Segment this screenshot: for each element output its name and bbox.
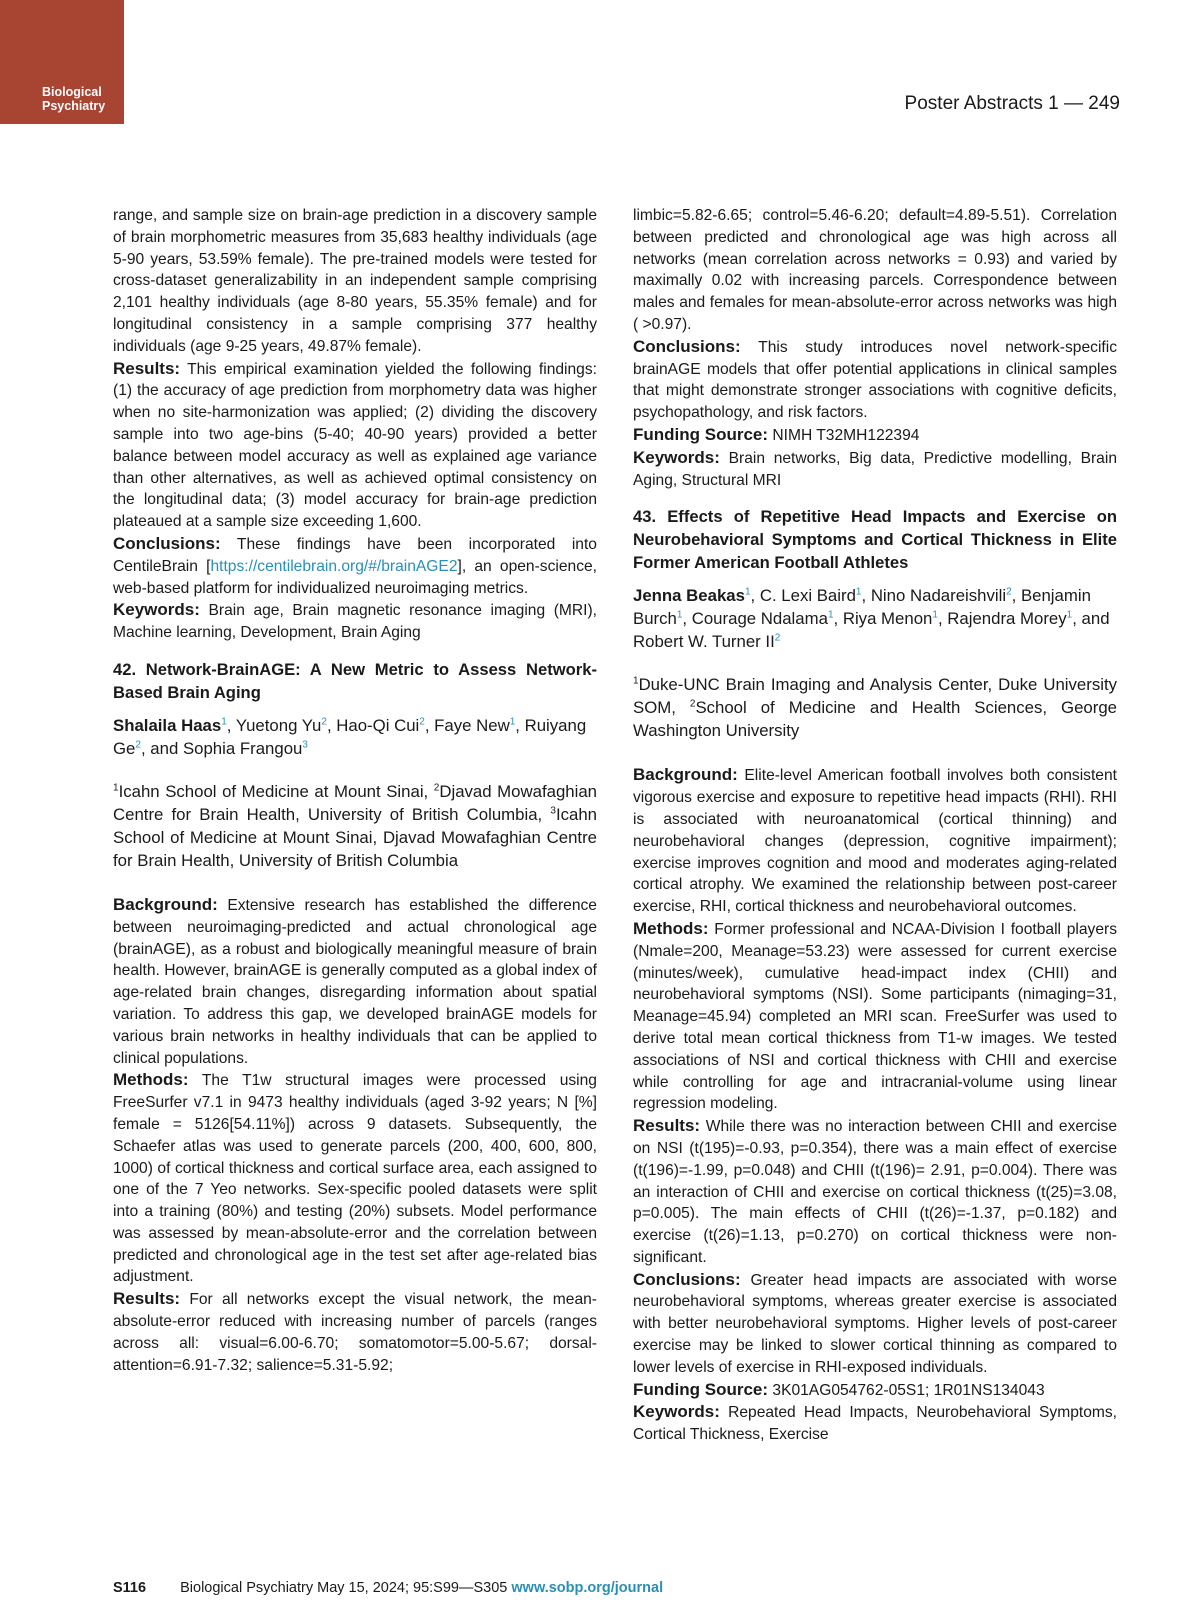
abstract-43-funding: Funding Source: 3K01AG054762-05S1; 1R01NS134043: [633, 1379, 1045, 1399]
journal-badge-line2: Psychiatry: [42, 99, 106, 113]
keywords-label: Keywords:: [113, 600, 200, 620]
abstract-43-conclusions: Conclusions: Greater head impacts are associated with worse neurobehavioral symptoms, whereas greater exercise is associated with better neurobehavioral symptoms. Higher levels of post-career exercise may be linked to slower cortical thinning as compared to lower levels of exercise in RHI-exposed individuals.: [633, 1269, 1117, 1376]
abstract-43-results: Results: While there was no interaction between CHII and exercise on NSI (t(195)=-0.93, p=0.354), there was a main effect of exercise (t(196)=-1.99, p=0.048) and CHII (t(196)= 2.91, p=0.004). There was an interaction of CHII and exercise on cortical thickness (t(25)=3.08, p=0.005). The main effects of CHII (t(26)=-1.37, p=0.182) and exercise (t(26)=1.13, p=0.270) on cortical thickness were non-significant.: [633, 1116, 1117, 1266]
conclusions-paragraph: Conclusions: These findings have been incorporated into CentileBrain [https://centilebrain.org/#/brainAGE2], an open-science, web-based platform for individualized neuroimaging metrics.: [113, 533, 597, 597]
continued-abstract-text: range, and sample size on brain-age prediction in a discovery sample of brain morphometric measures from 35,683 healthy individuals (age 5-90 years, 53.59% female). The pre-trained models were tested for cross-dataset generalizability in an independent sample comprising 2,101 healthy individuals (age 8-80 years, 55.35% female) and for longitudinal consistency in a sample comprising 377 healthy individuals (age 9-25 years, 49.87% female).: [113, 207, 597, 355]
abstract-43-background: Background: Elite-level American football involves both consistent vigorous exercise and exposure to repetitive head impacts (RHI). RHI is associated with neuroanatomical (cortical thinning) and neurobehavioral changes (depression, cognitive impairment); exercise improves cognition and mood and moderates aging-related cortical atrophy. We examined the relationship between post-career exercise, RHI, cortical thickness and neurobehavioral outcomes.: [633, 765, 1117, 916]
running-header: Poster Abstracts 1 — 249: [904, 93, 1120, 114]
results-paragraph: [113, 358, 597, 533]
page-footer: [113, 1580, 663, 1596]
journal-citation: Biological Psychiatry May 15, 2024; 95:S99—S305: [180, 1580, 508, 1596]
abstract-42-conclusions: Conclusions: This study introduces novel network-specific brainAGE models that offer potential applications in clinical samples that might demonstrate stronger associations with cognitive deficits, psychopathology, and risk factors.: [633, 336, 1117, 422]
abstract-42-funding: Funding Source: NIMH T32MH122394: [633, 424, 920, 444]
abstract-43-keywords: Keywords: Repeated Head Impacts, Neurobehavioral Symptoms, Cortical Thickness, Exercise: [633, 1402, 1117, 1444]
abstract-43-methods: Methods: Former professional and NCAA-Division I football players (Nmale=200, Meanage=53.23) were assessed for current exercise (minutes/week), cumulative head-impact index (CHII) and neurobehavioral symptoms (NSI). Some participants (nimaging=31, Meanage=45.94) completed an MRI scan. FreeSurfer was used to derive total mean cortical thickness from T1-w images. We tested associations of NSI and cortical thickness with CHII and exercise while controlling for age and intracranial-volume using linear regression modeling.: [633, 918, 1117, 1113]
abstract-43-authors: Jenna Beakas$^1$, C. Lexi Baird$^1$, Nino Nadareishvili$^2$, Benjamin Burch$^1$, Courage Ndalama$^1$, Riya Menon$^1$, Rajendra Morey$^1$, and Robert W. Turner $II^2$: [633, 586, 1110, 652]
page-number: S116: [113, 1580, 147, 1596]
results-label: Results:: [113, 358, 181, 378]
abstract-43-title: 43. Effects of Repetitive Head Impacts and Exercise on Neurobehavioral Symptoms and Cortical Thickness in Elite Former American Football Athletes: [633, 507, 1117, 573]
abstract-42-methods: Methods: The T1w structural images were processed using FreeSurfer v7.1 in 9473 healthy individuals (aged 3-92 years; N [%] female = 5126[54.11%]) across 9 datasets. Subsequently, the Schaefer atlas was used to generate parcels (200, 400, 600, 800, 1000) of cortical thickness and cortical surface area, each assigned to one of the 7 Yeo networks. Sex-specific pooled datasets were split into a training (80%) and testing (20%) subsets. Model performance was assessed by mean-absolute-error and the correlation between predicted and chronological age in the test set after age-related bias adjustment.: [113, 1070, 597, 1286]
abstract-42-title: 42. Network-BrainAGE: A New Metric to Assess Network-Based Brain Aging: [113, 659, 597, 702]
centilebrain-link[interactable]: https://centilebrain.org/#/brainAGE2: [210, 557, 458, 575]
left-column: [113, 205, 597, 1376]
results-text: This empirical examination yielded the following findings: (1) the accuracy of age prediction from morphometry data was higher when no site-harmonization was applied; (2) dividing the discovery sample into two age-bins (5-40; 40-90 years) provided a better balance between model accuracy as well as explained age variance than other alternatives, as well as achieved optimal consistency on the longitudinal data; (3) model accuracy for brain-age prediction plateaued at a sample size exceeding 1,600.: [113, 360, 597, 531]
keywords-paragraph: [113, 599, 597, 644]
abstract-42-authors: Shalaila Haas$^1$, Yuetong Yu$^2$, Hao-Qi Cui$^2$, Faye New$^1$, Ruiyang Ge$^2$, and Sophia Frangou$^3$: [113, 715, 587, 758]
abstract-42-background: Background: Extensive research has established the difference between neuroimaging-predicted and actual chronological age (brainAGE), as a robust and biologically meaningful measure of brain health. However, brainAGE is generally computed as a global index of age-related brain changes, disregarding information about spatial variation. To address this gap, we developed brainAGE models for various brain networks in healthy individuals that can be applied to clinical populations.: [113, 894, 597, 1067]
abstract-42-results-continued: limbic=5.82-6.65; control=5.46-6.20; default=4.89-5.51). Correlation between predicted and chronological age was high across all networks (mean correlation across networks = 0.93) and varied by maximally 0.02 with increasing parcels. Correspondence between males and females for mean-absolute-error across networks was high ( >0.97).: [633, 207, 1117, 333]
journal-logo-badge: [0, 0, 124, 124]
keywords-text: Brain age, Brain magnetic resonance imaging (MRI), Machine learning, Development, Brain Aging: [113, 602, 597, 642]
right-column: [633, 205, 1117, 1446]
abstract-42-results: Results: For all networks except the visual network, the mean-absolute-error reduced with increasing number of parcels (ranges across all: visual=6.00-6.70; somatomotor=5.00-5.67; dorsal-attention=6.91-7.32; salience=5.31-5.92;: [113, 1289, 597, 1374]
conclusions-label: Conclusions:: [113, 533, 221, 553]
journal-badge-line1: Biological: [42, 85, 102, 99]
journal-url-link[interactable]: www.sobp.org/journal: [511, 1580, 664, 1596]
abstract-42-keywords: Keywords: Brain networks, Big data, Predictive modelling, Brain Aging, Structural MRI: [633, 447, 1117, 489]
abstract-43-affiliations: $^1$Duke-UNC Brain Imaging and Analysis Center, Duke University SOM, $^2$School of Medicine and Health Sciences, George Washington University: [633, 675, 1117, 741]
abstract-42-affiliations: $^1$Icahn School of Medicine at Mount Sinai, $^2$Djavad Mowafaghian Centre for Brain Health, University of British Columbia, $^3$Icahn School of Medicine at Mount Sinai, Djavad Mowafaghian Centre for Brain Health, University of British Columbia: [113, 781, 598, 870]
